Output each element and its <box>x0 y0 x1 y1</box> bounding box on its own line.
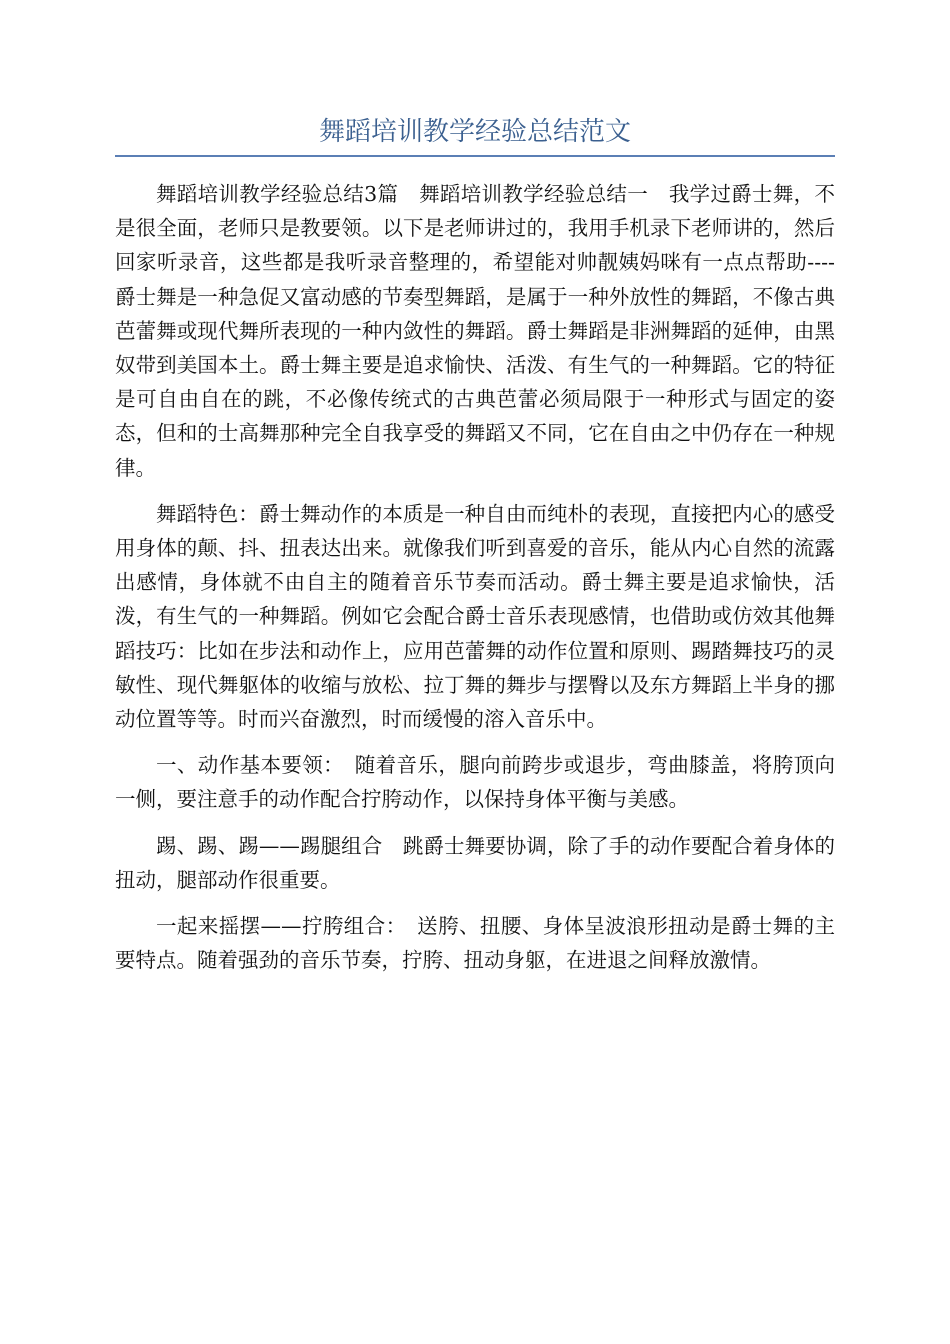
paragraph-hip-combo: 一起来摇摆——拧胯组合： 送胯、扭腰、身体呈波浪形扭动是爵士舞的主要特点。随着强劲的音乐节奏，拧胯、扭动身躯，在进退之间释放激情。 <box>115 914 835 973</box>
document-body <box>115 177 856 989</box>
paragraph-dance-features: 舞蹈特色：爵士舞动作的本质是一种自由而纯朴的表现，直接把内心的感受用身体的颠、抖、扭表达出来。就像我们听到喜爱的音乐，能从内心自然的流露出感情，身体就不由自主的随着音乐节奏而活动。爵士舞主要是追求愉快，活泼，有生气的一种舞蹈。例如它会配合爵士音乐表现感情，也借助或仿效其他舞蹈技巧：比如在步法和动作上，应用芭蕾舞的动作位置和原则、踢踏舞技巧的灵敏性、现代舞躯体的收缩与放松、拉丁舞的舞步与摆臀以及东方舞蹈上半身的挪动位置等等。时而兴奋激烈，时而缓慢的溶入音乐中。 <box>115 501 835 732</box>
title-underline <box>115 155 835 157</box>
paragraph-intro: 舞蹈培训教学经验总结3篇 舞蹈培训教学经验总结一 我学过爵士舞，不是很全面，老师只是教要领。以下是老师讲过的，我用手机录下老师讲的，然后回家听录音，这些都是我听录音整理的，希望能对帅靓姨妈咪有一点点帮助---- 爵士舞是一种急促又富动感的节奏型舞蹈，是属于一种外放性的舞蹈，不像古典芭蕾舞或现代舞所表现的一种内敛性的舞蹈。爵士舞蹈是非洲舞蹈的延伸，由黑奴带到美国本土。爵士舞主要是追求愉快、活泼、有生气的一种舞蹈。它的特征是可自由自在的跳，不必像传统式的古典芭蕾必须局限于一种形式与固定的姿态，但和的士高舞那种完全自我享受的舞蹈又不同，它在自由之中仍存在一种规律。 <box>115 182 856 480</box>
paragraph-kick-combo: 踢、踢、踢——踢腿组合 跳爵士舞要协调，除了手的动作要配合着身体的扭动，腿部动作很重要。 <box>115 833 835 892</box>
document-title: 舞蹈培训教学经验总结范文 <box>318 117 631 147</box>
paragraph-basic-moves: 一、动作基本要领： 随着音乐，腿向前跨步或退步，弯曲膝盖，将胯顶向一侧，要注意手的动作配合拧胯动作，以保持身体平衡与美感。 <box>115 753 835 812</box>
